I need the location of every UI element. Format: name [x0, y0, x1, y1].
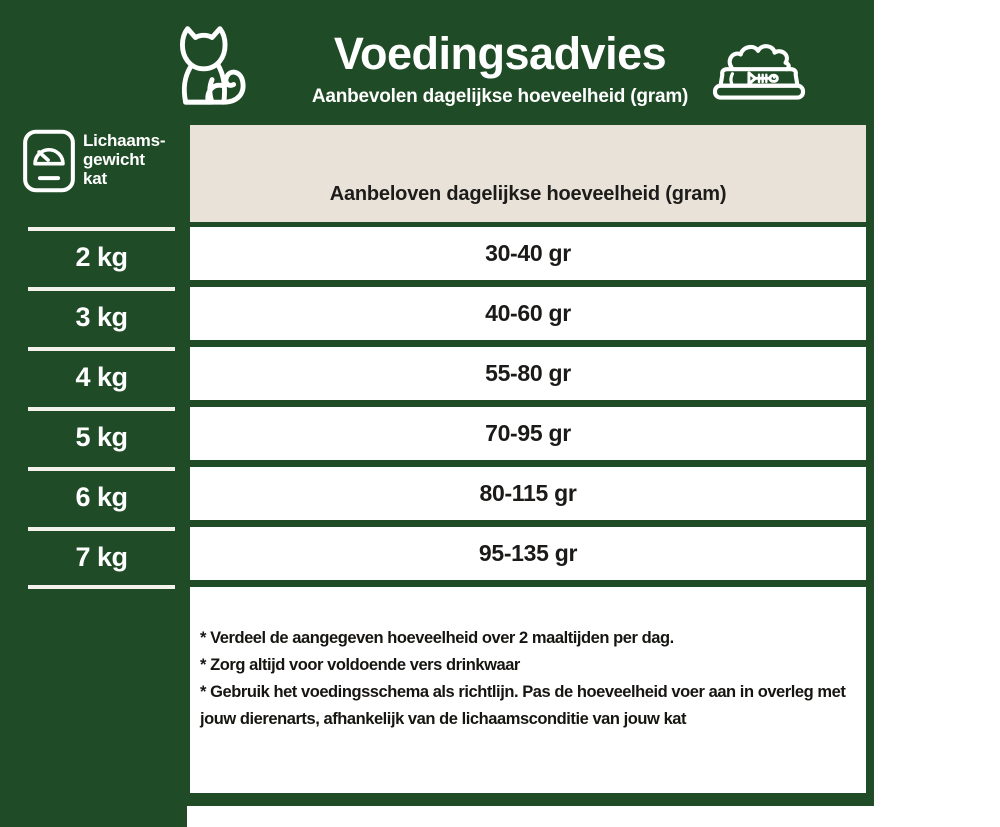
- note-meals-per-day: * Verdeel de aangegeven hoeveelheid over 2 maaltijden per dag.: [200, 629, 674, 647]
- amount-row-5kg: 70-95 gr: [190, 407, 866, 460]
- weight-separator-line: [28, 287, 175, 291]
- weight-separator-line: [28, 347, 175, 351]
- page-subtitle: Aanbevolen dagelijkse hoeveelheid (gram): [311, 86, 689, 107]
- weight-row-2kg: 2 kg: [75, 242, 128, 272]
- amount-row-3kg: 40-60 gr: [190, 287, 866, 340]
- scale-icon: [22, 128, 76, 194]
- amount-row-6kg: 80-115 gr: [190, 467, 866, 520]
- table-header: Aanbeloven dagelijkse hoeveelheid (gram): [190, 125, 866, 222]
- weight-separator-line: [28, 585, 175, 589]
- amount-row-7kg: 95-135 gr: [190, 527, 866, 580]
- notes-box: [190, 587, 866, 793]
- cat-icon: [165, 12, 267, 110]
- weight-row-7kg: 7 kg: [75, 542, 128, 572]
- note-fresh-water: * Zorg altijd voor voldoende vers drinkwaar: [200, 656, 520, 674]
- weight-column-label: Lichaams-gewicht kat: [83, 131, 166, 188]
- weight-separator-line: [28, 407, 175, 411]
- weight-row-5kg: 5 kg: [75, 422, 128, 452]
- amount-row-4kg: 55-80 gr: [190, 347, 866, 400]
- weight-row-4kg: 4 kg: [75, 362, 128, 392]
- food-bowl-icon: [707, 38, 811, 104]
- note-guideline: * Gebruik het voedingsschema als richtlijn. Pas de hoeveelheid voer aan in overleg met jouw dierenarts, afhankelijk van de lichaamsconditie van jouw kat: [200, 683, 846, 728]
- page-title: Voedingsadvies: [333, 28, 667, 79]
- weight-separator-line: [28, 527, 175, 531]
- weight-row-3kg: 3 kg: [75, 302, 128, 332]
- weight-separator-line: [28, 467, 175, 471]
- weight-separator-line: [28, 227, 175, 231]
- weight-row-6kg: 6 kg: [75, 482, 128, 512]
- amount-row-2kg: 30-40 gr: [190, 227, 866, 280]
- amounts-table: [187, 125, 869, 806]
- header-text-block: [280, 28, 720, 108]
